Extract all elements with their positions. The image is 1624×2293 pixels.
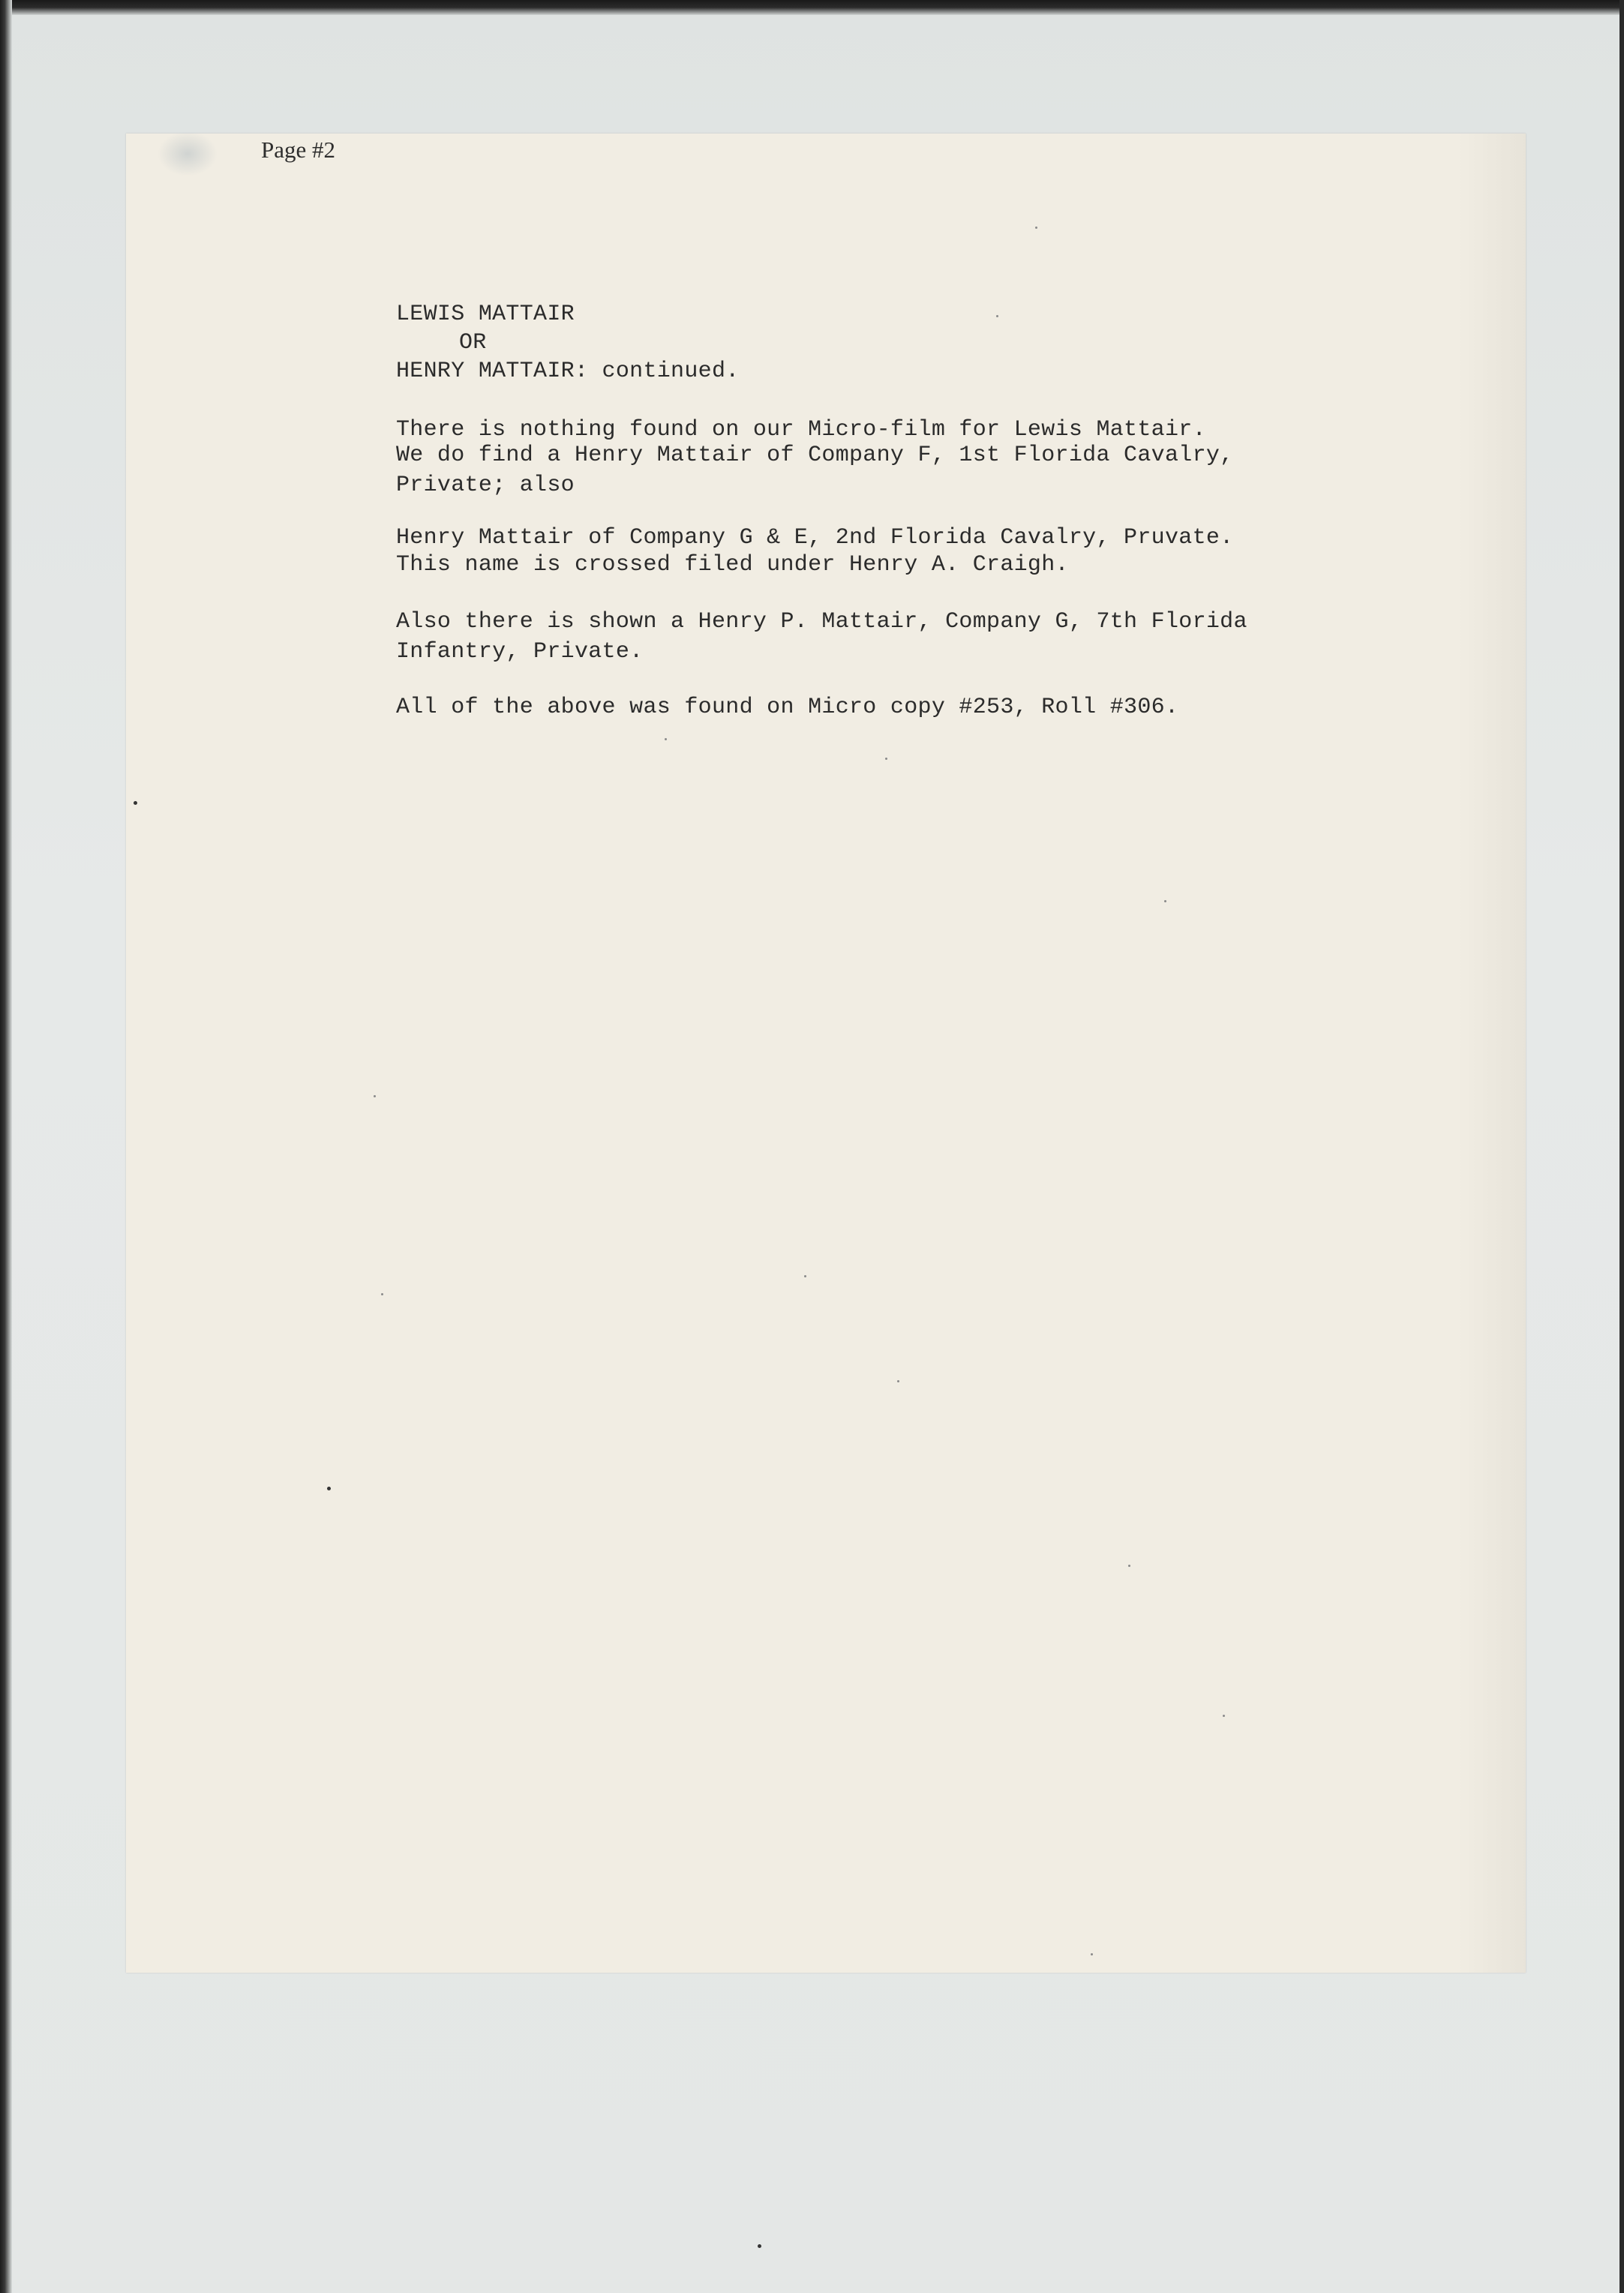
heading-line-2: OR — [459, 330, 487, 356]
scan-speck — [996, 315, 998, 317]
paragraph-3-line-1: Also there is shown a Henry P. Mattair, Company G, 7th Florida — [396, 609, 1247, 635]
scan-speck — [1035, 227, 1037, 229]
paragraph-3-line-2: Infantry, Private. — [396, 639, 644, 665]
paper-corner-smudge — [158, 131, 218, 176]
scan-speck — [327, 1487, 331, 1490]
typed-page — [126, 134, 1526, 1973]
scan-speck — [1091, 1953, 1093, 1955]
scan-speck — [134, 801, 137, 805]
scan-speck — [1128, 1565, 1130, 1567]
paragraph-2-line-1: Henry Mattair of Company G & E, 2nd Florida Cavalry, Pruvate. — [396, 525, 1234, 551]
scan-speck — [374, 1095, 376, 1097]
scan-top-edge — [0, 0, 1624, 15]
paragraph-1-line-2: We do find a Henry Mattair of Company F, 1st Florida Cavalry, — [396, 443, 1234, 468]
paragraph-1-line-3: Private; also — [396, 473, 575, 498]
page-number: Page #2 — [261, 137, 336, 163]
scan-speck — [1164, 900, 1166, 902]
scan-speck — [381, 1293, 383, 1295]
scan-speck — [1223, 1715, 1225, 1717]
scan-left-edge — [0, 0, 12, 2293]
scan-speck — [758, 2244, 761, 2248]
scan-speck — [897, 1380, 899, 1382]
scan-speck — [665, 738, 667, 740]
scan-speck — [885, 758, 887, 760]
heading-line-3: HENRY MATTAIR: continued. — [396, 359, 740, 384]
paragraph-4-line-1: All of the above was found on Micro copy #253, Roll #306. — [396, 695, 1179, 720]
heading-line-1: LEWIS MATTAIR — [396, 302, 575, 327]
paragraph-1-line-1: There is nothing found on our Micro-film for Lewis Mattair. — [396, 417, 1206, 443]
scan-right-edge — [1619, 0, 1624, 2293]
scan-speck — [804, 1275, 806, 1277]
paragraph-2-line-2: This name is crossed filed under Henry A. Craigh. — [396, 552, 1069, 578]
